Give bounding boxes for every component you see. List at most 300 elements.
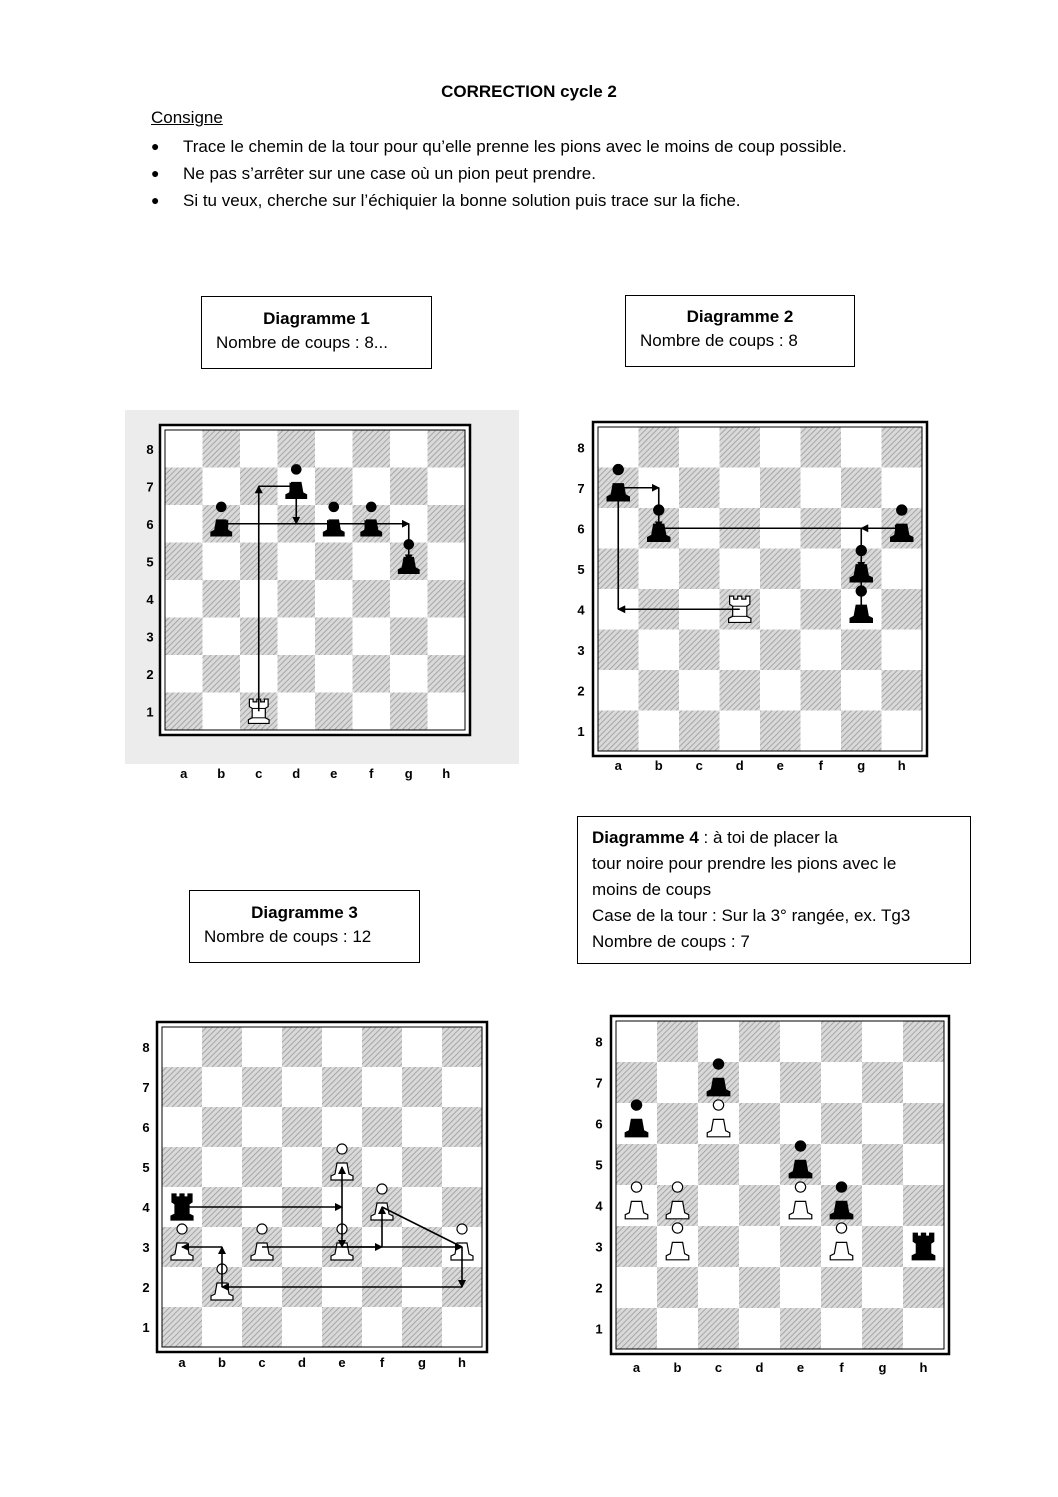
dark-square <box>720 508 761 549</box>
light-square <box>821 1144 862 1185</box>
light-square <box>639 711 680 752</box>
dark-square <box>639 589 680 630</box>
light-square <box>282 1147 322 1187</box>
black-rook-icon <box>171 1194 193 1220</box>
light-square <box>882 630 923 671</box>
dark-square <box>202 1267 242 1307</box>
light-square <box>598 670 639 711</box>
rank-label: 2 <box>577 683 585 699</box>
white-pawn-icon <box>171 1224 193 1260</box>
light-square <box>322 1187 362 1227</box>
chessboard-d3 <box>142 1022 487 1370</box>
light-square <box>821 1062 862 1103</box>
dark-square <box>322 1227 362 1267</box>
diagram-1-title: Diagramme 1 <box>263 309 370 328</box>
dark-square <box>242 1307 282 1347</box>
file-label: a <box>614 758 622 773</box>
white-pawn-f3 <box>830 1223 853 1260</box>
light-square <box>882 549 923 590</box>
dark-square <box>402 1147 442 1187</box>
rank-label: 6 <box>142 1120 150 1135</box>
white-rook-icon <box>729 596 751 622</box>
light-square <box>862 1021 903 1062</box>
light-square <box>598 508 639 549</box>
dark-square <box>862 1308 903 1349</box>
light-square <box>801 630 842 671</box>
light-square <box>780 1021 821 1062</box>
light-square <box>801 549 842 590</box>
rank-label: 4 <box>595 1198 603 1214</box>
rank-label: 8 <box>142 1040 150 1055</box>
file-label: e <box>330 766 338 781</box>
light-square <box>162 1107 202 1147</box>
rank-label: 3 <box>146 629 154 645</box>
dark-square <box>616 1062 657 1103</box>
file-label: g <box>878 1360 887 1375</box>
dark-square <box>821 1021 862 1062</box>
dark-square <box>882 589 923 630</box>
light-square <box>282 1227 322 1267</box>
file-label: c <box>695 758 703 773</box>
dark-square <box>679 711 720 752</box>
diagram-2-title: Diagramme 2 <box>686 307 794 326</box>
instruction-item <box>151 160 847 187</box>
dark-square <box>739 1021 780 1062</box>
light-square <box>442 1307 482 1347</box>
dark-square <box>862 1144 903 1185</box>
dark-square <box>882 670 923 711</box>
white-pawn-f4 <box>371 1184 393 1220</box>
black-pawn-icon <box>789 1141 812 1178</box>
rank-label: 1 <box>577 723 585 739</box>
white-pawn-icon <box>331 1224 353 1260</box>
white-pawn-icon <box>251 1224 273 1260</box>
dark-square <box>760 468 801 509</box>
white-pawn-icon <box>666 1182 689 1219</box>
dark-square <box>903 1185 944 1226</box>
white-pawn-icon <box>625 1182 648 1219</box>
dark-square <box>720 589 761 630</box>
light-square <box>679 508 720 549</box>
black-pawn-h6 <box>891 505 913 541</box>
dark-square <box>698 1144 739 1185</box>
rank-label: 6 <box>595 1116 603 1132</box>
rank-label: 6 <box>577 521 585 537</box>
light-square <box>720 468 761 509</box>
light-square <box>739 1062 780 1103</box>
dark-square <box>639 508 680 549</box>
dark-square <box>242 1227 282 1267</box>
light-square <box>801 711 842 752</box>
file-label: e <box>776 758 784 773</box>
light-square <box>720 630 761 671</box>
file-label: g <box>418 1355 426 1370</box>
file-label: g <box>857 758 866 773</box>
dark-square <box>739 1103 780 1144</box>
rank-label: 7 <box>595 1075 603 1091</box>
light-square <box>801 468 842 509</box>
file-label: f <box>818 758 823 773</box>
file-label: h <box>897 758 906 773</box>
file-label: f <box>379 1355 385 1370</box>
rank-label: 4 <box>146 591 154 607</box>
dark-square <box>801 589 842 630</box>
light-square <box>679 589 720 630</box>
board-1-background <box>125 410 519 764</box>
dark-square <box>698 1062 739 1103</box>
white-pawn-e5 <box>331 1144 353 1180</box>
black-pawn-icon <box>850 586 872 622</box>
dark-square <box>402 1067 442 1107</box>
dark-square <box>679 468 720 509</box>
light-square <box>362 1307 402 1347</box>
instruction-text: Ne pas s’arrêter sur une case où un pion peut prendre. <box>183 164 596 183</box>
diagram-2-move-count: Nombre de coups : 8 <box>640 331 798 350</box>
move-arrow <box>382 1207 462 1247</box>
dark-square <box>679 549 720 590</box>
dark-square <box>882 427 923 468</box>
light-square <box>679 427 720 468</box>
dark-square <box>698 1226 739 1267</box>
dark-square <box>801 427 842 468</box>
light-square <box>402 1267 442 1307</box>
light-square <box>739 1226 780 1267</box>
light-square <box>760 508 801 549</box>
dark-square <box>862 1226 903 1267</box>
dark-square <box>821 1267 862 1308</box>
dark-square <box>639 427 680 468</box>
diagram-3-caption <box>189 890 420 963</box>
dark-square <box>616 1308 657 1349</box>
light-square <box>739 1308 780 1349</box>
dark-square <box>903 1267 944 1308</box>
dark-square <box>841 630 882 671</box>
light-square <box>162 1027 202 1067</box>
dark-square <box>442 1027 482 1067</box>
dark-square <box>657 1103 698 1144</box>
dark-square <box>760 549 801 590</box>
light-square <box>322 1267 362 1307</box>
dark-square <box>616 1226 657 1267</box>
black-rook-h3 <box>912 1233 935 1260</box>
file-label: b <box>673 1360 682 1375</box>
light-square <box>598 589 639 630</box>
instruction-item <box>151 133 847 160</box>
diagram-1-move-count: Nombre de coups : 8... <box>216 333 388 352</box>
light-square <box>739 1144 780 1185</box>
light-square <box>821 1308 862 1349</box>
dark-square <box>739 1267 780 1308</box>
white-pawn-icon <box>451 1224 473 1260</box>
rank-label: 8 <box>577 440 585 456</box>
white-pawn-e4 <box>789 1182 812 1219</box>
diagram-3-title: Diagramme 3 <box>251 903 358 922</box>
file-label: b <box>218 1355 226 1370</box>
dark-square <box>841 468 882 509</box>
light-square <box>841 427 882 468</box>
white-pawn-icon <box>830 1223 853 1260</box>
rank-label: 7 <box>146 479 154 495</box>
file-label: c <box>255 766 263 781</box>
file-label: b <box>217 766 226 781</box>
light-square <box>903 1144 944 1185</box>
black-pawn-icon <box>648 505 670 541</box>
dark-square <box>903 1021 944 1062</box>
light-square <box>657 1062 698 1103</box>
dark-square <box>739 1185 780 1226</box>
file-label: c <box>258 1355 266 1370</box>
dark-square <box>679 630 720 671</box>
light-square <box>903 1308 944 1349</box>
light-square <box>402 1107 442 1147</box>
black-pawn-icon <box>850 545 872 581</box>
dark-square <box>598 549 639 590</box>
light-square <box>862 1103 903 1144</box>
rank-label: 8 <box>595 1034 603 1050</box>
dark-square <box>242 1147 282 1187</box>
board-frame <box>611 1016 949 1354</box>
rank-label: 4 <box>142 1200 150 1215</box>
dark-square <box>801 508 842 549</box>
light-square <box>162 1267 202 1307</box>
rank-label: 6 <box>146 516 154 532</box>
light-square <box>242 1267 282 1307</box>
white-pawn-a4 <box>625 1182 648 1219</box>
light-square <box>322 1027 362 1067</box>
dark-square <box>442 1187 482 1227</box>
white-pawn-e3 <box>331 1224 353 1260</box>
dark-square <box>657 1021 698 1062</box>
file-label: h <box>458 1355 466 1370</box>
diagram-4-line: tour noire pour prendre les pions avec le <box>592 854 897 873</box>
file-label: e <box>338 1355 346 1370</box>
diagram-4-caption <box>577 816 971 964</box>
diagram-4-intro <box>592 825 956 851</box>
white-pawn-b4 <box>666 1182 689 1219</box>
dark-square <box>801 670 842 711</box>
dark-square <box>821 1185 862 1226</box>
light-square <box>780 1267 821 1308</box>
light-square <box>903 1062 944 1103</box>
light-square <box>362 1067 402 1107</box>
dark-square <box>402 1227 442 1267</box>
white-rook-d4 <box>729 596 751 622</box>
light-square <box>780 1185 821 1226</box>
dark-square <box>322 1147 362 1187</box>
light-square <box>841 670 882 711</box>
dark-square <box>402 1307 442 1347</box>
light-square <box>903 1226 944 1267</box>
bullet-icon: ● <box>151 165 160 181</box>
light-square <box>442 1067 482 1107</box>
diagram-4-line: moins de coups <box>592 880 712 899</box>
file-label: d <box>735 758 744 773</box>
black-pawn-g4 <box>850 586 872 622</box>
rank-label: 5 <box>595 1157 603 1173</box>
dark-square <box>202 1187 242 1227</box>
light-square <box>657 1308 698 1349</box>
light-square <box>841 589 882 630</box>
rank-label: 1 <box>146 704 154 720</box>
file-label: h <box>442 766 451 781</box>
dark-square <box>242 1067 282 1107</box>
file-label: f <box>369 766 374 781</box>
black-pawn-icon <box>891 505 913 541</box>
dark-square <box>282 1187 322 1227</box>
light-square <box>760 670 801 711</box>
dark-square <box>780 1062 821 1103</box>
dark-square <box>162 1307 202 1347</box>
white-pawn-icon <box>371 1184 393 1220</box>
light-square <box>639 630 680 671</box>
rank-label: 3 <box>595 1239 603 1255</box>
dark-square <box>442 1267 482 1307</box>
file-label: d <box>292 766 301 781</box>
black-pawn-a7 <box>607 464 629 500</box>
rank-label: 3 <box>577 642 585 658</box>
black-pawn-icon <box>707 1059 730 1096</box>
rank-label: 7 <box>577 480 585 496</box>
light-square <box>442 1147 482 1187</box>
light-square <box>657 1226 698 1267</box>
light-square <box>242 1187 282 1227</box>
light-square <box>162 1187 202 1227</box>
white-pawn-b3 <box>666 1223 689 1260</box>
light-square <box>841 508 882 549</box>
dark-square <box>862 1062 903 1103</box>
light-square <box>616 1021 657 1062</box>
instruction-text: Trace le chemin de la tour pour qu’elle prenne les pions avec le moins de coup possible. <box>183 137 847 156</box>
light-square <box>202 1227 242 1267</box>
file-label: d <box>755 1360 764 1375</box>
dark-square <box>841 549 882 590</box>
dark-square <box>598 630 639 671</box>
dark-square <box>882 508 923 549</box>
diagram-4-title: Diagramme 4 <box>592 828 699 847</box>
consigne-heading: Consigne <box>151 108 223 127</box>
light-square <box>362 1147 402 1187</box>
file-label: f <box>839 1360 844 1375</box>
light-square <box>698 1103 739 1144</box>
white-pawn-icon <box>331 1144 353 1180</box>
white-pawn-icon <box>789 1182 812 1219</box>
dark-square <box>780 1144 821 1185</box>
black-pawn-g5 <box>850 545 872 581</box>
rank-label: 1 <box>595 1321 603 1337</box>
light-square <box>760 427 801 468</box>
board-frame <box>157 1022 487 1352</box>
dark-square <box>282 1027 322 1067</box>
dark-square <box>598 468 639 509</box>
black-pawn-b6 <box>648 505 670 541</box>
file-label: a <box>180 766 188 781</box>
dark-square <box>162 1067 202 1107</box>
dark-square <box>162 1227 202 1267</box>
dark-square <box>322 1067 362 1107</box>
dark-square <box>362 1107 402 1147</box>
file-label: d <box>298 1355 306 1370</box>
dark-square <box>282 1267 322 1307</box>
light-square <box>242 1027 282 1067</box>
chessboard-d2 <box>577 422 927 773</box>
dark-square <box>362 1027 402 1067</box>
black-pawn-icon <box>830 1182 853 1219</box>
light-square <box>639 468 680 509</box>
dark-square <box>657 1267 698 1308</box>
light-square <box>862 1185 903 1226</box>
light-square <box>882 711 923 752</box>
dark-square <box>282 1107 322 1147</box>
dark-square <box>657 1185 698 1226</box>
diagram-4-rook-square: Case de la tour : Sur la 3° rangée, ex. Tg3 <box>592 906 911 925</box>
file-label: c <box>714 1360 723 1375</box>
diagram-2-caption <box>625 295 855 367</box>
light-square <box>698 1021 739 1062</box>
dark-square <box>821 1103 862 1144</box>
rank-label: 2 <box>142 1280 150 1295</box>
diagram-1-caption <box>201 296 432 369</box>
light-square <box>616 1185 657 1226</box>
dark-square <box>362 1267 402 1307</box>
rank-label: 7 <box>142 1080 150 1095</box>
white-pawn-h3 <box>451 1224 473 1260</box>
document-title: CORRECTION cycle 2 <box>441 82 617 101</box>
light-square <box>402 1027 442 1067</box>
light-square <box>282 1307 322 1347</box>
white-pawn-icon <box>666 1223 689 1260</box>
rank-label: 5 <box>146 554 154 570</box>
light-square <box>698 1185 739 1226</box>
light-square <box>442 1227 482 1267</box>
dark-square <box>780 1308 821 1349</box>
rank-label: 1 <box>142 1320 150 1335</box>
file-label: b <box>654 758 663 773</box>
dark-square <box>903 1103 944 1144</box>
light-square <box>282 1067 322 1107</box>
dark-square <box>598 711 639 752</box>
light-square <box>322 1107 362 1147</box>
file-label: e <box>796 1360 805 1375</box>
black-pawn-e5 <box>789 1141 812 1178</box>
black-pawn-icon <box>607 464 629 500</box>
light-square <box>720 711 761 752</box>
black-rook-a4 <box>171 1194 193 1220</box>
light-square <box>202 1147 242 1187</box>
light-square <box>821 1226 862 1267</box>
light-square <box>679 670 720 711</box>
dark-square <box>362 1187 402 1227</box>
file-label: g <box>404 766 413 781</box>
dark-square <box>616 1144 657 1185</box>
diagram-4-move-count: Nombre de coups : 7 <box>592 932 750 951</box>
white-pawn-b2 <box>211 1264 233 1300</box>
diagram-3-move-count: Nombre de coups : 12 <box>204 927 372 946</box>
black-pawn-a6 <box>625 1100 648 1137</box>
light-square <box>242 1107 282 1147</box>
dark-square <box>698 1308 739 1349</box>
light-square <box>616 1103 657 1144</box>
light-square <box>720 549 761 590</box>
dark-square <box>442 1107 482 1147</box>
black-pawn-f4 <box>830 1182 853 1219</box>
instruction-item <box>151 187 847 214</box>
light-square <box>598 427 639 468</box>
bullet-icon: ● <box>151 192 160 208</box>
dark-square <box>760 711 801 752</box>
light-square <box>362 1227 402 1267</box>
rank-label: 4 <box>577 602 585 618</box>
dark-square <box>780 1226 821 1267</box>
